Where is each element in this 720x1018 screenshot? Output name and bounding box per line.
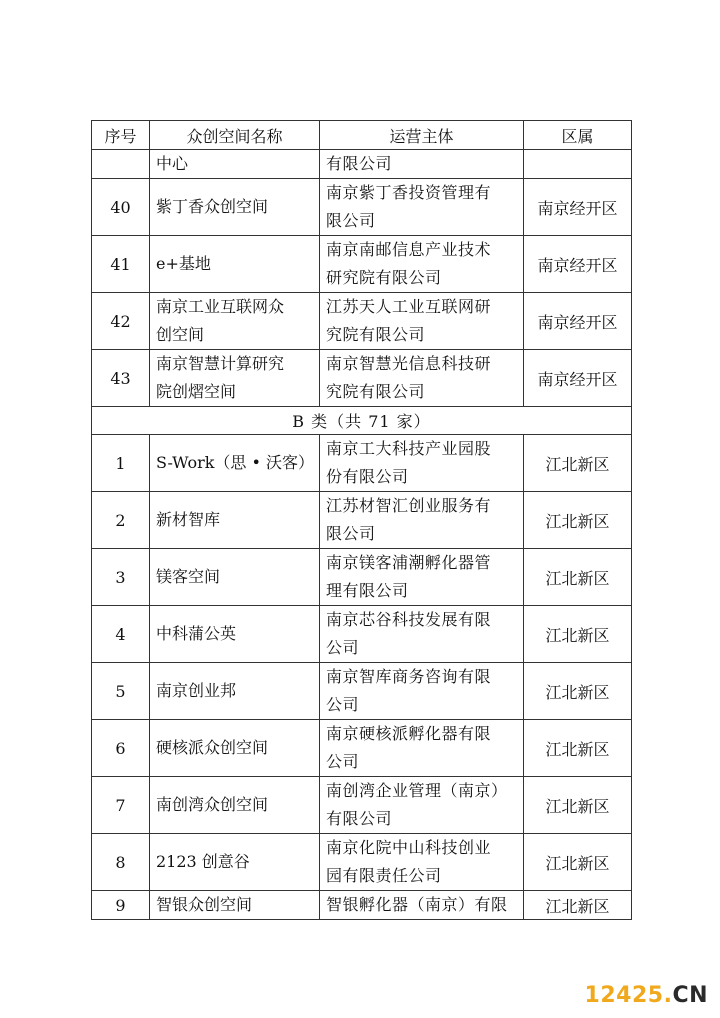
cell-district: 江北新区 xyxy=(524,834,632,891)
cell-district: 江北新区 xyxy=(524,891,632,920)
cell-district: 南京经开区 xyxy=(524,293,632,350)
cell-district: 江北新区 xyxy=(524,492,632,549)
cell-name xyxy=(150,293,320,350)
cell-no: 1 xyxy=(92,435,150,492)
cell-name xyxy=(150,236,320,293)
table-row xyxy=(92,777,632,834)
table-row xyxy=(92,179,632,236)
cell-no: 3 xyxy=(92,549,150,606)
cell-line: e+基地 xyxy=(156,254,211,273)
cell-line: 南京工业互联网众 xyxy=(156,297,285,316)
section-title-b: B 类（共 71 家） xyxy=(92,407,632,435)
maker-space-table xyxy=(91,120,632,920)
cell-line: 南京镁客浦潮孵化器管 xyxy=(326,553,492,572)
cell-line: 南京智库商务咨询有限 xyxy=(326,667,492,686)
cell-district: 南京经开区 xyxy=(524,236,632,293)
section-row-b xyxy=(92,407,632,435)
table-row xyxy=(92,350,632,407)
site-watermark xyxy=(585,983,708,1008)
cell-line: 江苏材智汇创业服务有 xyxy=(326,496,492,515)
cell-line: 南京硬核派孵化器有限 xyxy=(326,724,492,743)
cell-name: 智银众创空间 xyxy=(150,891,320,920)
cell-operator xyxy=(320,663,524,720)
header-no: 序号 xyxy=(92,121,150,150)
cell-line: 南京化院中山科技创业 xyxy=(326,838,492,857)
cell-name xyxy=(150,720,320,777)
cell-no: 6 xyxy=(92,720,150,777)
cell-line: 院创熠空间 xyxy=(156,382,237,401)
table-row xyxy=(92,720,632,777)
cell-line: 镁客空间 xyxy=(156,567,221,586)
cell-line: 研究院有限公司 xyxy=(326,268,442,287)
cell-name xyxy=(150,492,320,549)
cell-district: 江北新区 xyxy=(524,435,632,492)
cell-no: 5 xyxy=(92,663,150,720)
cell-name xyxy=(150,834,320,891)
cell-name xyxy=(150,549,320,606)
watermark-suffix: CN xyxy=(672,983,708,1008)
cell-name xyxy=(150,663,320,720)
cell-line: 限公司 xyxy=(326,211,376,230)
cell-line: 园有限责任公司 xyxy=(326,866,442,885)
table-row xyxy=(92,492,632,549)
cell-no: 41 xyxy=(92,236,150,293)
cell-operator xyxy=(320,834,524,891)
table-row xyxy=(92,606,632,663)
header-operator: 运营主体 xyxy=(320,121,524,150)
cell-line: 南京智慧计算研究 xyxy=(156,354,285,373)
cell-line: 公司 xyxy=(326,752,360,771)
cell-operator xyxy=(320,236,524,293)
cell-district: 江北新区 xyxy=(524,606,632,663)
header-name: 众创空间名称 xyxy=(150,121,320,150)
cell-operator xyxy=(320,549,524,606)
watermark-dot: . xyxy=(663,983,673,1008)
cell-operator xyxy=(320,720,524,777)
cell-line: 江苏天人工业互联网研 xyxy=(326,297,492,316)
watermark-number: 12425 xyxy=(584,983,664,1008)
cell-line: 理有限公司 xyxy=(326,581,409,600)
cell-line: 硬核派众创空间 xyxy=(156,738,269,757)
cell-district: 江北新区 xyxy=(524,777,632,834)
cell-line: 新材智库 xyxy=(156,510,221,529)
cell-line: 份有限公司 xyxy=(326,467,409,486)
cell-line: S-Work（思 • 沃客） xyxy=(156,453,315,472)
cell-line: 南京芯谷科技发展有限 xyxy=(326,610,492,629)
cell-name xyxy=(150,435,320,492)
cell-line: 紫丁香众创空间 xyxy=(156,197,269,216)
cell-name xyxy=(150,179,320,236)
table-body xyxy=(92,150,632,920)
cell-operator xyxy=(320,350,524,407)
cell-no: 2 xyxy=(92,492,150,549)
cell-line: 创空间 xyxy=(156,325,205,344)
cell-no: 40 xyxy=(92,179,150,236)
table-row-continued xyxy=(92,150,632,179)
cell-district: 南京经开区 xyxy=(524,179,632,236)
cell-district: 江北新区 xyxy=(524,549,632,606)
cell-no: 7 xyxy=(92,777,150,834)
cell-district: 南京经开区 xyxy=(524,350,632,407)
cell-district: 江北新区 xyxy=(524,720,632,777)
cell-operator xyxy=(320,435,524,492)
cell-line: 南京智慧光信息科技研 xyxy=(326,354,492,373)
cell-line: 有限公司 xyxy=(326,809,393,828)
cell-district: 江北新区 xyxy=(524,663,632,720)
cell-name xyxy=(150,350,320,407)
header-district: 区属 xyxy=(524,121,632,150)
cell-line: 南创湾企业管理（南京） xyxy=(326,781,508,800)
cell-operator: 智银孵化器（南京）有限 xyxy=(320,891,524,920)
cell-operator xyxy=(320,777,524,834)
cell-line: 南京工大科技产业园股 xyxy=(326,439,492,458)
cell-operator xyxy=(320,179,524,236)
table-row xyxy=(92,549,632,606)
table-row xyxy=(92,663,632,720)
cell-line: 南京南邮信息产业技术 xyxy=(326,240,492,259)
cell-line: 南京创业邦 xyxy=(156,681,237,700)
cell-line: 究院有限公司 xyxy=(326,382,426,401)
cell-line: 南京紫丁香投资管理有 xyxy=(326,183,492,202)
cell-line: 公司 xyxy=(326,695,360,714)
table-row xyxy=(92,834,632,891)
cell-line: 究院有限公司 xyxy=(326,325,426,344)
table-row xyxy=(92,236,632,293)
cell-name xyxy=(150,777,320,834)
table-row xyxy=(92,293,632,350)
cell-name: 中心 xyxy=(150,150,320,179)
cell-line: 2123 创意谷 xyxy=(156,852,250,871)
cell-operator xyxy=(320,492,524,549)
cell-line: 南创湾众创空间 xyxy=(156,795,269,814)
cell-no xyxy=(92,150,150,179)
cell-operator xyxy=(320,293,524,350)
cell-no: 42 xyxy=(92,293,150,350)
cell-line: 限公司 xyxy=(326,524,376,543)
cell-no: 8 xyxy=(92,834,150,891)
cell-name xyxy=(150,606,320,663)
table-row-last xyxy=(92,891,632,920)
cell-no: 43 xyxy=(92,350,150,407)
cell-no: 4 xyxy=(92,606,150,663)
cell-line: 中科蒲公英 xyxy=(156,624,237,643)
cell-district xyxy=(524,150,632,179)
cell-no: 9 xyxy=(92,891,150,920)
cell-operator: 有限公司 xyxy=(320,150,524,179)
table-row xyxy=(92,435,632,492)
cell-line: 公司 xyxy=(326,638,360,657)
table-header-row xyxy=(92,121,632,150)
cell-operator xyxy=(320,606,524,663)
